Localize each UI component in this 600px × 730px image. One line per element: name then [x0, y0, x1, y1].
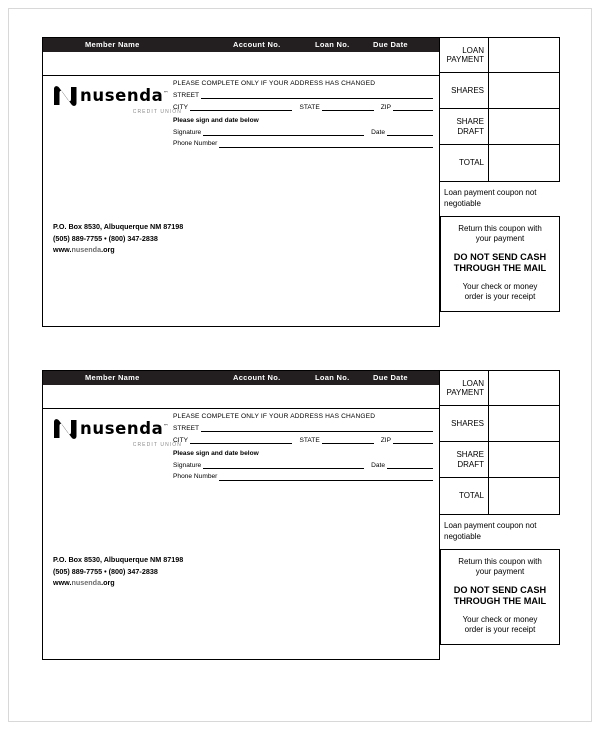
label-line-1: LOAN — [462, 378, 484, 388]
header-due-date: Due Date — [373, 373, 408, 382]
website-prefix: www. — [53, 578, 72, 588]
receipt-line-1: Your check or money — [462, 614, 538, 624]
amount-label-total: TOTAL — [458, 158, 484, 168]
state-label: STATE — [299, 436, 320, 444]
no-cash-line-1: DO NOT SEND CASH — [453, 584, 547, 595]
receipt-line-1: Your check or money — [462, 281, 538, 291]
header-due-date: Due Date — [373, 40, 408, 49]
form-instruction: PLEASE COMPLETE ONLY IF YOUR ADDRESS HAS CHANGED — [173, 80, 376, 87]
address-change-form — [173, 413, 433, 481]
sign-instruction: Please sign and date below — [173, 116, 259, 124]
amount-row-loan-payment — [440, 370, 559, 406]
coupon-main-block — [42, 37, 440, 327]
amount-input-shares[interactable] — [488, 406, 559, 441]
contact-website — [53, 577, 183, 589]
amount-row-share-draft — [440, 109, 559, 145]
document-page — [8, 8, 592, 722]
label-line-1: SHARE — [456, 450, 484, 460]
amount-label-total: TOTAL — [458, 491, 484, 501]
street-label: STREET — [173, 91, 200, 99]
nusenda-wave-mark-icon — [53, 85, 78, 107]
amount-row-shares — [440, 406, 559, 442]
amount-input-loan-payment[interactable] — [488, 38, 559, 72]
coupon-right-column — [440, 370, 560, 645]
phone-label: Phone Number — [173, 473, 218, 481]
city-state-zip-row — [173, 437, 433, 444]
amount-row-total — [440, 478, 559, 514]
return-instructions-box — [440, 216, 560, 312]
amount-label-shares: SHARES — [451, 85, 484, 95]
payment-coupon — [42, 37, 560, 327]
return-line-1: Return this coupon with — [458, 556, 542, 566]
nusenda-wave-mark-icon — [53, 418, 78, 440]
city-input[interactable] — [190, 104, 292, 111]
website-name: nusenda — [71, 245, 102, 255]
zip-input[interactable] — [393, 104, 433, 111]
city-label: CITY — [173, 436, 189, 444]
website-suffix: .org — [101, 245, 115, 255]
city-input[interactable] — [190, 437, 292, 444]
coupon-right-column — [440, 37, 560, 312]
form-instruction: PLEASE COMPLETE ONLY IF YOUR ADDRESS HAS CHANGED — [173, 413, 376, 420]
amount-label-share-draft — [440, 442, 488, 477]
coupon-header-band — [43, 371, 439, 385]
amount-input-share-draft[interactable] — [488, 109, 559, 144]
signature-input[interactable] — [203, 462, 364, 469]
brand-logo — [53, 418, 183, 448]
payment-coupon — [42, 370, 560, 660]
non-negotiable-notice: Loan payment coupon not negotiable — [444, 521, 537, 541]
brand-logo — [53, 85, 183, 115]
receipt-line-2: order is your receipt — [464, 625, 536, 635]
logo-wordmark-text: nusenda — [80, 85, 164, 105]
return-instructions-box — [440, 549, 560, 645]
contact-address: P.O. Box 8530, Albuquerque NM 87198 — [53, 222, 184, 231]
logo-tagline: CREDIT UNION — [132, 442, 182, 448]
street-row — [173, 92, 433, 99]
phone-row — [173, 473, 433, 480]
coupon-main-block — [42, 370, 440, 660]
no-cash-line-1: DO NOT SEND CASH — [453, 251, 547, 262]
zip-label: ZIP — [380, 436, 391, 444]
state-input[interactable] — [322, 437, 374, 444]
logo-wordmark — [80, 418, 170, 438]
street-row — [173, 425, 433, 432]
label-line-2: PAYMENT — [446, 55, 484, 64]
amount-label-shares: SHARES — [451, 418, 484, 428]
street-input[interactable] — [201, 425, 433, 432]
signature-row — [173, 462, 433, 469]
amount-label-loan-payment — [440, 38, 488, 72]
logo-tagline: CREDIT UNION — [132, 109, 182, 115]
coupon-header-band — [43, 38, 439, 52]
contact-address: P.O. Box 8530, Albuquerque NM 87198 — [53, 555, 184, 564]
no-cash-warning — [446, 252, 554, 275]
signature-label: Signature — [173, 461, 202, 469]
amount-row-total — [440, 145, 559, 181]
header-member-name: Member Name — [85, 40, 140, 49]
no-cash-line-2: THROUGH THE MAIL — [453, 263, 547, 274]
header-member-name: Member Name — [85, 373, 140, 382]
city-state-zip-row — [173, 104, 433, 111]
street-input[interactable] — [201, 92, 433, 99]
contact-phones: (505) 889-7755 • (800) 347-2838 — [53, 566, 158, 576]
return-line-2: your payment — [475, 234, 525, 244]
signature-input[interactable] — [203, 129, 364, 136]
phone-label: Phone Number — [173, 140, 218, 148]
amounts-table — [440, 37, 560, 182]
amount-input-total[interactable] — [488, 145, 559, 181]
amount-row-share-draft — [440, 442, 559, 478]
signature-row — [173, 129, 433, 136]
no-cash-warning — [446, 585, 554, 608]
header-account-no: Account No. — [233, 40, 281, 49]
sign-instruction: Please sign and date below — [173, 449, 259, 457]
logo-wordmark-text: nusenda — [80, 418, 164, 438]
header-account-no: Account No. — [233, 373, 281, 382]
header-entry-row[interactable] — [43, 385, 439, 409]
contact-block — [53, 221, 183, 256]
zip-label: ZIP — [380, 103, 391, 111]
city-label: CITY — [173, 103, 189, 111]
receipt-line-2: order is your receipt — [464, 292, 536, 302]
logo-trademark: ™ — [163, 423, 170, 430]
date-label: Date — [371, 461, 385, 469]
amount-input-total[interactable] — [488, 478, 559, 514]
website-name: nusenda — [71, 578, 102, 588]
label-line-1: SHARE — [456, 117, 484, 127]
website-suffix: .org — [101, 578, 115, 588]
label-line-2: DRAFT — [457, 126, 484, 136]
amounts-table — [440, 370, 560, 515]
label-line-2: PAYMENT — [446, 388, 484, 397]
label-line-1: LOAN — [462, 45, 484, 55]
contact-website — [53, 244, 183, 256]
street-label: STREET — [173, 424, 200, 432]
address-change-form — [173, 80, 433, 148]
date-label: Date — [371, 128, 385, 136]
amount-input-share-draft[interactable] — [488, 442, 559, 477]
contact-phones: (505) 889-7755 • (800) 347-2838 — [53, 233, 158, 243]
header-loan-no: Loan No. — [315, 40, 350, 49]
state-label: STATE — [299, 103, 320, 111]
phone-row — [173, 140, 433, 147]
contact-block — [53, 554, 183, 589]
phone-input[interactable] — [219, 141, 433, 148]
amount-label-share-draft — [440, 109, 488, 144]
website-prefix: www. — [53, 245, 72, 255]
non-negotiable-notice: Loan payment coupon not negotiable — [444, 188, 537, 208]
zip-input[interactable] — [393, 437, 433, 444]
state-input[interactable] — [322, 104, 374, 111]
signature-label: Signature — [173, 128, 202, 136]
header-entry-row[interactable] — [43, 52, 439, 76]
header-loan-no: Loan No. — [315, 373, 350, 382]
amount-input-shares[interactable] — [488, 73, 559, 108]
logo-wordmark — [80, 85, 170, 105]
no-cash-line-2: THROUGH THE MAIL — [453, 596, 547, 607]
logo-trademark: ™ — [163, 90, 170, 97]
return-line-1: Return this coupon with — [458, 223, 542, 233]
phone-input[interactable] — [219, 474, 433, 481]
amount-row-shares — [440, 73, 559, 109]
amount-label-loan-payment — [440, 371, 488, 405]
date-input[interactable] — [387, 129, 433, 136]
label-line-2: DRAFT — [457, 459, 484, 469]
amount-row-loan-payment — [440, 37, 559, 73]
date-input[interactable] — [387, 462, 433, 469]
amount-input-loan-payment[interactable] — [488, 371, 559, 405]
return-line-2: your payment — [475, 567, 525, 577]
